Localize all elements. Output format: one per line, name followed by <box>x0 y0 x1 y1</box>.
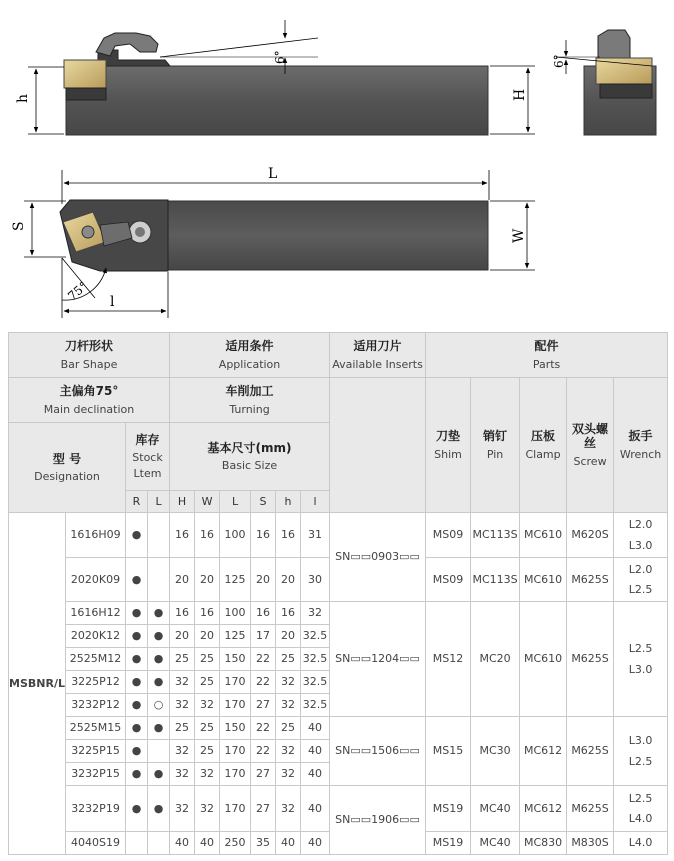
screw-cell: M620S <box>567 513 614 558</box>
size-H-cell: 32 <box>170 671 195 694</box>
stock-r-cell <box>126 832 148 855</box>
end-view-head <box>598 30 630 58</box>
model-cell: 1616H09 <box>66 513 126 558</box>
size-W-cell: 32 <box>195 763 220 786</box>
size-S-cell: 16 <box>251 602 276 625</box>
size-l-cell: 40 <box>301 740 330 763</box>
header-application: 适用条件 Application <box>170 333 330 378</box>
dim-H-label: H <box>512 88 528 101</box>
insert-cell: SN▭▭0903▭▭ <box>330 513 426 602</box>
size-L-cell: 170 <box>220 786 251 832</box>
stock-r-cell: ● <box>126 763 148 786</box>
stock-l-cell: ● <box>148 648 170 671</box>
size-L-cell: 170 <box>220 763 251 786</box>
size-l-cell: 32.5 <box>301 694 330 717</box>
size-S-cell: 17 <box>251 625 276 648</box>
size-W-cell: 25 <box>195 671 220 694</box>
size-h-cell: 16 <box>276 602 301 625</box>
clamp-cell: MC612 <box>520 717 567 786</box>
size-S-cell: 16 <box>251 513 276 558</box>
model-cell: 2525M12 <box>66 648 126 671</box>
model-cell: 3232P12 <box>66 694 126 717</box>
size-L-cell: 100 <box>220 602 251 625</box>
stock-r-cell: ● <box>126 558 148 602</box>
dim-h-label: h <box>15 93 31 103</box>
insert-cell: SN▭▭1204▭▭ <box>330 602 426 717</box>
clamp-cell: MC612 <box>520 786 567 832</box>
size-h-cell: 20 <box>276 625 301 648</box>
header-main-declination: 主偏角75° Main declination <box>9 378 170 423</box>
stock-r-cell: ● <box>126 648 148 671</box>
wrench-cell: L2.5 L4.0 <box>614 786 668 832</box>
size-H-cell: 20 <box>170 558 195 602</box>
size-L-cell: 170 <box>220 671 251 694</box>
pin-cell: MC113S <box>471 558 520 602</box>
top-view-shank <box>168 201 488 270</box>
size-L-cell: 170 <box>220 740 251 763</box>
size-H-cell: 32 <box>170 763 195 786</box>
model-cell: 3225P15 <box>66 740 126 763</box>
end-view-shim <box>600 84 652 98</box>
table-row <box>9 717 668 740</box>
header-screw: 双头螺丝 Screw <box>567 378 614 513</box>
size-W-cell: 40 <box>195 832 220 855</box>
wrench-cell: L3.0 L2.5 <box>614 717 668 786</box>
subheader-L: L <box>148 491 170 513</box>
size-l-cell: 31 <box>301 513 330 558</box>
header-bar-shape: 刀杆形状 Bar Shape <box>9 333 170 378</box>
wrench-cell: L2.5 L3.0 <box>614 602 668 717</box>
wrench-cell: L2.0 L3.0 <box>614 513 668 558</box>
size-L-cell: 100 <box>220 513 251 558</box>
screw-cell: M625S <box>567 558 614 602</box>
subheader-R: R <box>126 491 148 513</box>
size-h-cell: 25 <box>276 648 301 671</box>
model-cell: 2020K09 <box>66 558 126 602</box>
shim-cell: MS19 <box>426 786 471 832</box>
stock-l-cell <box>148 832 170 855</box>
subheader-H: H <box>170 491 195 513</box>
dim-side-angle-label: 6° <box>273 50 287 64</box>
size-H-cell: 32 <box>170 786 195 832</box>
header-shim: 刀垫 Shim <box>426 378 471 513</box>
header-wrench: 扳手 Wrench <box>614 378 668 513</box>
size-W-cell: 20 <box>195 625 220 648</box>
screw-cell: M625S <box>567 717 614 786</box>
shim-cell: MS15 <box>426 717 471 786</box>
dim-kappa-label: 75° <box>65 278 91 304</box>
header-inserts: 适用刀片 Available Inserts <box>330 333 426 378</box>
size-H-cell: 32 <box>170 694 195 717</box>
table-row <box>9 602 668 625</box>
size-h-cell: 32 <box>276 694 301 717</box>
size-W-cell: 25 <box>195 740 220 763</box>
subheader-l: l <box>301 491 330 513</box>
model-cell: 3232P15 <box>66 763 126 786</box>
stock-l-cell: ● <box>148 625 170 648</box>
pin-cell: MC30 <box>471 717 520 786</box>
size-h-cell: 32 <box>276 671 301 694</box>
stock-l-cell <box>148 513 170 558</box>
clamp-cell: MC830 <box>520 832 567 855</box>
dim-end-angle-label: 6° <box>552 54 566 68</box>
screw-cell: M830S <box>567 832 614 855</box>
stock-r-cell: ● <box>126 786 148 832</box>
tool-holder-drawing <box>0 0 674 325</box>
clamp-cell: MC610 <box>520 558 567 602</box>
stock-r-cell: ● <box>126 717 148 740</box>
size-S-cell: 20 <box>251 558 276 602</box>
size-h-cell: 32 <box>276 763 301 786</box>
stock-r-cell: ● <box>126 513 148 558</box>
subheader-L-length: L <box>220 491 251 513</box>
model-cell: 4040S19 <box>66 832 126 855</box>
stock-l-cell: ● <box>148 717 170 740</box>
side-view-clamp <box>96 33 158 56</box>
size-l-cell: 40 <box>301 832 330 855</box>
size-H-cell: 40 <box>170 832 195 855</box>
size-S-cell: 27 <box>251 786 276 832</box>
stock-l-cell <box>148 558 170 602</box>
size-W-cell: 20 <box>195 558 220 602</box>
stock-l-cell: ○ <box>148 694 170 717</box>
header-inserts-spacer <box>330 378 426 513</box>
size-L-cell: 150 <box>220 717 251 740</box>
header-clamp: 压板 Clamp <box>520 378 567 513</box>
size-W-cell: 32 <box>195 694 220 717</box>
model-cell: 3232P19 <box>66 786 126 832</box>
size-S-cell: 22 <box>251 648 276 671</box>
model-cell: 3225P12 <box>66 671 126 694</box>
model-cell: 2020K12 <box>66 625 126 648</box>
spec-table <box>8 332 668 855</box>
dim-W-label: W <box>511 228 527 243</box>
size-H-cell: 25 <box>170 717 195 740</box>
dim-S-label: S <box>11 221 27 231</box>
stock-l-cell: ● <box>148 786 170 832</box>
side-view-shim <box>66 88 106 100</box>
stock-r-cell: ● <box>126 625 148 648</box>
size-W-cell: 32 <box>195 786 220 832</box>
table-row <box>9 513 668 558</box>
clamp-cell: MC610 <box>520 602 567 717</box>
stock-l-cell: ● <box>148 671 170 694</box>
top-view <box>11 166 535 318</box>
size-H-cell: 20 <box>170 625 195 648</box>
size-L-cell: 125 <box>220 558 251 602</box>
size-h-cell: 25 <box>276 717 301 740</box>
stock-l-cell: ● <box>148 763 170 786</box>
header-basic-size: 基本尺寸(mm) Basic Size <box>170 423 330 491</box>
size-H-cell: 32 <box>170 740 195 763</box>
subheader-S: S <box>251 491 276 513</box>
top-view-screw-socket <box>135 227 145 237</box>
screw-cell: M625S <box>567 786 614 832</box>
size-S-cell: 27 <box>251 694 276 717</box>
size-h-cell: 32 <box>276 740 301 763</box>
wrench-cell: L2.0 L2.5 <box>614 558 668 602</box>
side-view-insert <box>64 60 106 88</box>
table-row <box>9 786 668 832</box>
size-l-cell: 40 <box>301 717 330 740</box>
pin-cell: MC20 <box>471 602 520 717</box>
size-l-cell: 32 <box>301 602 330 625</box>
size-L-cell: 150 <box>220 648 251 671</box>
header-stock: 库存 Stock Ltem <box>126 423 170 491</box>
series-cell: MSBNR/L <box>9 513 66 855</box>
size-H-cell: 16 <box>170 513 195 558</box>
size-L-cell: 250 <box>220 832 251 855</box>
size-l-cell: 32.5 <box>301 625 330 648</box>
end-view <box>552 30 656 135</box>
subheader-h: h <box>276 491 301 513</box>
model-cell: 1616H12 <box>66 602 126 625</box>
size-W-cell: 25 <box>195 648 220 671</box>
stock-r-cell: ● <box>126 740 148 763</box>
header-designation: 型 号 Designation <box>9 423 126 513</box>
header-parts: 配件 Parts <box>426 333 668 378</box>
shim-cell: MS09 <box>426 558 471 602</box>
size-h-cell: 32 <box>276 786 301 832</box>
subheader-W: W <box>195 491 220 513</box>
size-l-cell: 40 <box>301 786 330 832</box>
wrench-cell: L4.0 <box>614 832 668 855</box>
size-L-cell: 170 <box>220 694 251 717</box>
stock-l-cell <box>148 740 170 763</box>
pin-cell: MC40 <box>471 786 520 832</box>
insert-cell: SN▭▭1506▭▭ <box>330 717 426 786</box>
dim-L-label: L <box>268 166 278 182</box>
model-cell: 2525M15 <box>66 717 126 740</box>
side-view <box>15 20 535 135</box>
dim-l-label: l <box>110 294 115 310</box>
size-S-cell: 22 <box>251 740 276 763</box>
stock-r-cell: ● <box>126 602 148 625</box>
shim-cell: MS12 <box>426 602 471 717</box>
screw-cell: M625S <box>567 602 614 717</box>
size-W-cell: 16 <box>195 602 220 625</box>
size-S-cell: 35 <box>251 832 276 855</box>
size-l-cell: 30 <box>301 558 330 602</box>
top-view-insert-hole <box>82 226 94 238</box>
pin-cell: MC40 <box>471 832 520 855</box>
size-h-cell: 16 <box>276 513 301 558</box>
size-l-cell: 32.5 <box>301 648 330 671</box>
size-h-cell: 20 <box>276 558 301 602</box>
pin-cell: MC113S <box>471 513 520 558</box>
size-H-cell: 25 <box>170 648 195 671</box>
stock-r-cell: ● <box>126 671 148 694</box>
header-turning: 车削加工 Turning <box>170 378 330 423</box>
size-h-cell: 40 <box>276 832 301 855</box>
size-S-cell: 22 <box>251 671 276 694</box>
shim-cell: MS09 <box>426 513 471 558</box>
size-H-cell: 16 <box>170 602 195 625</box>
size-S-cell: 22 <box>251 717 276 740</box>
size-W-cell: 16 <box>195 513 220 558</box>
size-W-cell: 25 <box>195 717 220 740</box>
stock-r-cell: ● <box>126 694 148 717</box>
size-L-cell: 125 <box>220 625 251 648</box>
header-pin: 销钉 Pin <box>471 378 520 513</box>
side-view-shank <box>66 66 488 135</box>
size-l-cell: 32.5 <box>301 671 330 694</box>
stock-l-cell: ● <box>148 602 170 625</box>
clamp-cell: MC610 <box>520 513 567 558</box>
size-S-cell: 27 <box>251 763 276 786</box>
shim-cell: MS19 <box>426 832 471 855</box>
insert-cell: SN▭▭1906▭▭ <box>330 786 426 855</box>
size-l-cell: 40 <box>301 763 330 786</box>
